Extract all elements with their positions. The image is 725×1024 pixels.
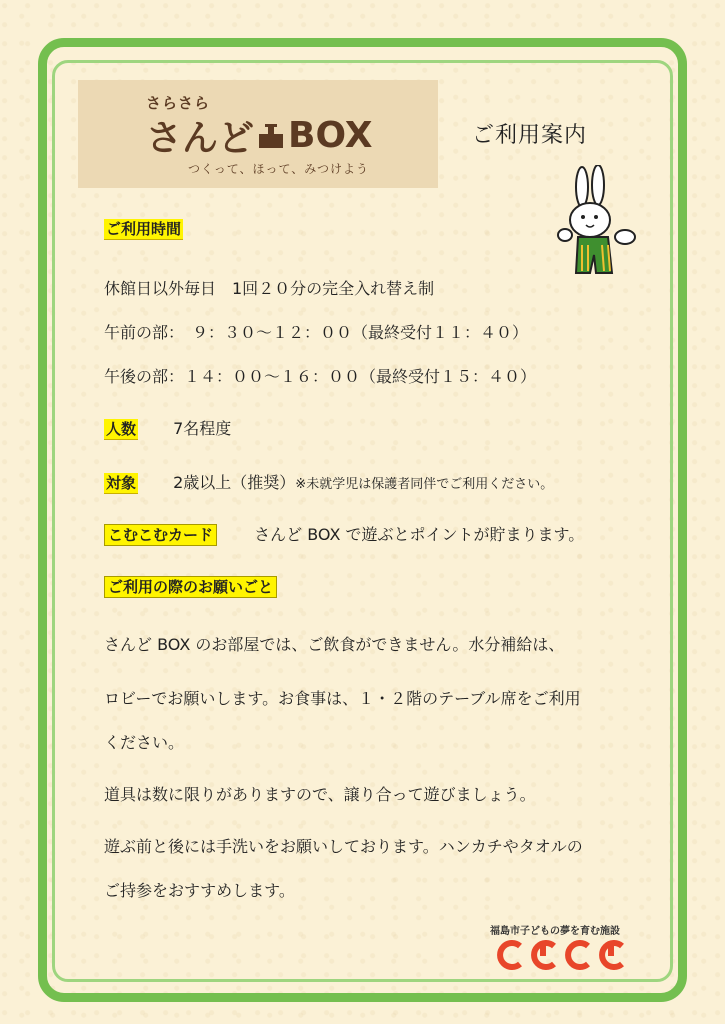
request-p2: 道具は数に限りがありますので、譲り合って遊びましょう。 (104, 785, 536, 804)
capacity-text: 7名程度 (173, 419, 232, 438)
rabbit-mascot-icon (550, 165, 640, 285)
card-text: さんど BOX で遊ぶとポイントが貯まります。 (254, 525, 585, 544)
hours-line-1: 休館日以外毎日 1回２０分の完全入れ替え制 (104, 279, 435, 298)
requests-heading: ご利用の際のお願いごと (104, 576, 277, 598)
page-title: ご利用案内 (472, 123, 588, 148)
logo-banner (78, 80, 438, 188)
target-text: 2歳以上（推奨） (173, 473, 296, 492)
request-p1-line3: ください。 (104, 733, 185, 752)
target-heading: 対象 (106, 474, 137, 492)
request-p3-line2: ご持参をおすすめします。 (104, 881, 295, 900)
request-p1-line1: さんど BOX のお部屋では、ご飲食ができません。水分補給は、 (104, 635, 565, 654)
hours-line-2: 午前の部： ９：３０～１２：００（最終受付１１：４０） (104, 323, 529, 342)
logo-tagline: つくって、ほって、みつけよう (188, 162, 370, 176)
request-p1-line2: ロビーでお願いします。お食事は、１・２階のテーブル席をご利用 (104, 689, 581, 708)
hours-line-3: 午後の部：１４：００～１６：００（最終受付１５：４０） (104, 367, 537, 386)
target-note: ※未就学児は保護者同伴でご利用ください。 (295, 477, 554, 492)
shovel-icon (256, 122, 286, 150)
logo-small-text: さらさら (146, 94, 211, 112)
capacity-heading: 人数 (106, 420, 137, 438)
hours-heading: ご利用時間 (106, 220, 182, 238)
logo-name-left: さんど (146, 118, 255, 159)
request-p3-line1: 遊ぶ前と後には手洗いをお願いしております。ハンカチやタオルの (104, 837, 583, 856)
card-heading: こむこむカード (104, 524, 217, 546)
footer-org-name: 福島市子どもの夢を育む施設 (490, 926, 620, 937)
komkom-logo-icon (492, 936, 632, 972)
logo-name (146, 110, 373, 161)
logo-name-right: BOX (288, 115, 373, 156)
